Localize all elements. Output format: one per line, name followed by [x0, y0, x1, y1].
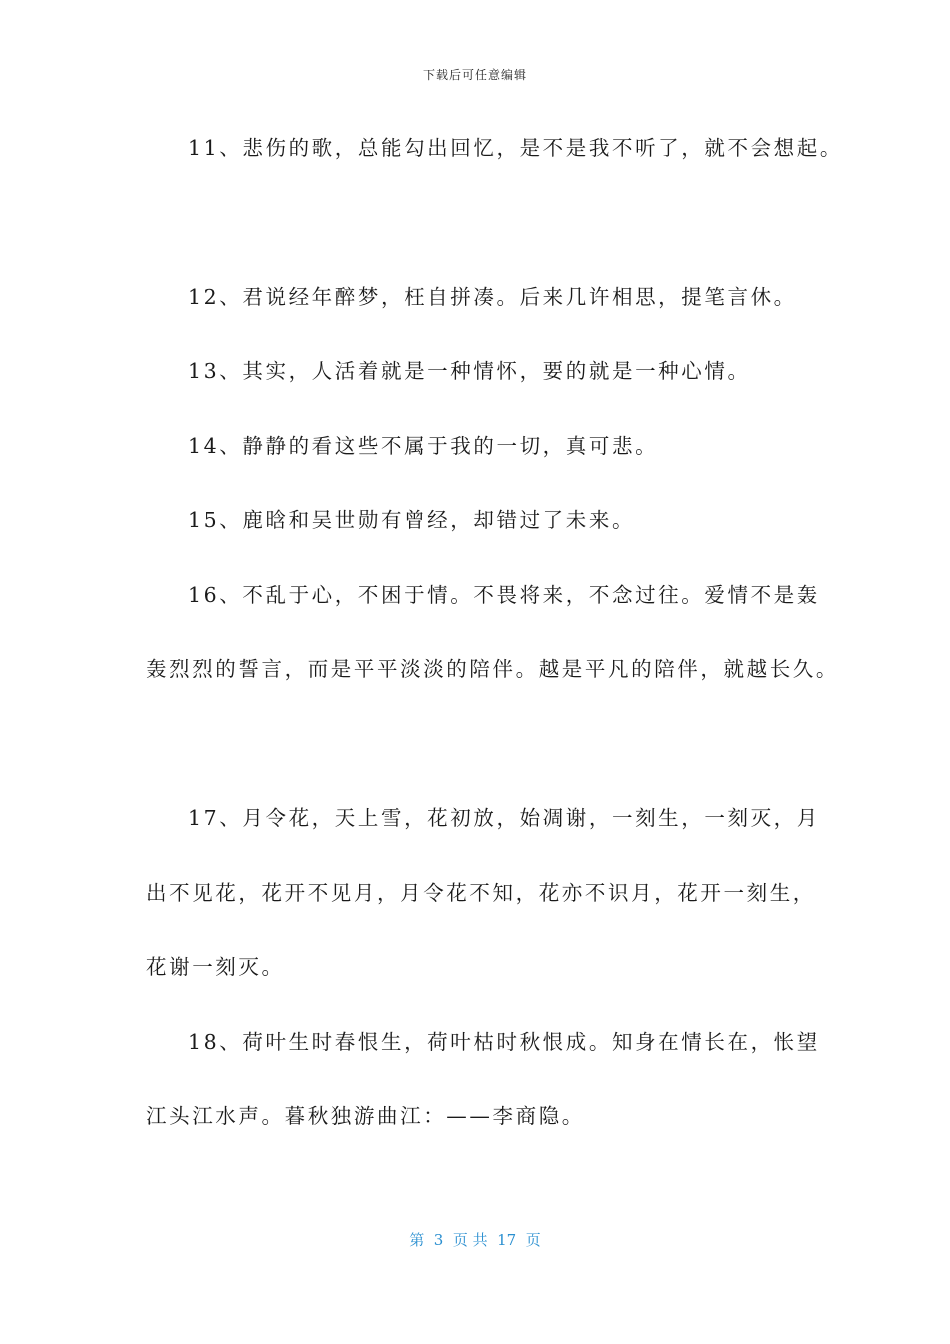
paragraph-16-line-1: 16、不乱于心，不困于情。不畏将来，不念过往。爱情不是轰 [188, 583, 820, 607]
paragraph-15-line-1: 15、鹿晗和吴世勋有曾经，却错过了未来。 [188, 508, 636, 532]
paragraph-18-line-1: 18、荷叶生时春恨生，荷叶枯时秋恨成。知身在情长在，怅望 [188, 1030, 820, 1054]
page-header: 下载后可任意编辑 [422, 68, 527, 82]
paragraph-17-line-2: 出不见花，花开不见月，月令花不知，花亦不识月，花开一刻生， [146, 881, 816, 905]
paragraph-16-line-2: 轰烈烈的誓言，而是平平淡淡的陪伴。越是平凡的陪伴，就越长久。 [146, 657, 839, 681]
paragraph-14-line-1: 14、静静的看这些不属于我的一切，真可悲。 [188, 434, 659, 458]
paragraph-18-line-2: 江头江水声。暮秋独游曲江：——李商隐。 [146, 1104, 585, 1128]
paragraph-11-line-1: 11、悲伤的歌，总能勾出回忆，是不是我不听了，就不会想起。 [188, 136, 843, 160]
page-number-footer: 第 3 页 共 17 页 [409, 1231, 541, 1249]
paragraph-13-line-1: 13、其实，人活着就是一种情怀，要的就是一种心情。 [188, 359, 751, 383]
paragraph-17-line-1: 17、月令花，天上雪，花初放，始凋谢，一刻生，一刻灭，月 [188, 806, 820, 830]
paragraph-12-line-1: 12、君说经年醉梦，枉自拼凑。后来几许相思，提笔言休。 [188, 285, 797, 309]
paragraph-17-line-3: 花谢一刻灭。 [146, 955, 285, 979]
